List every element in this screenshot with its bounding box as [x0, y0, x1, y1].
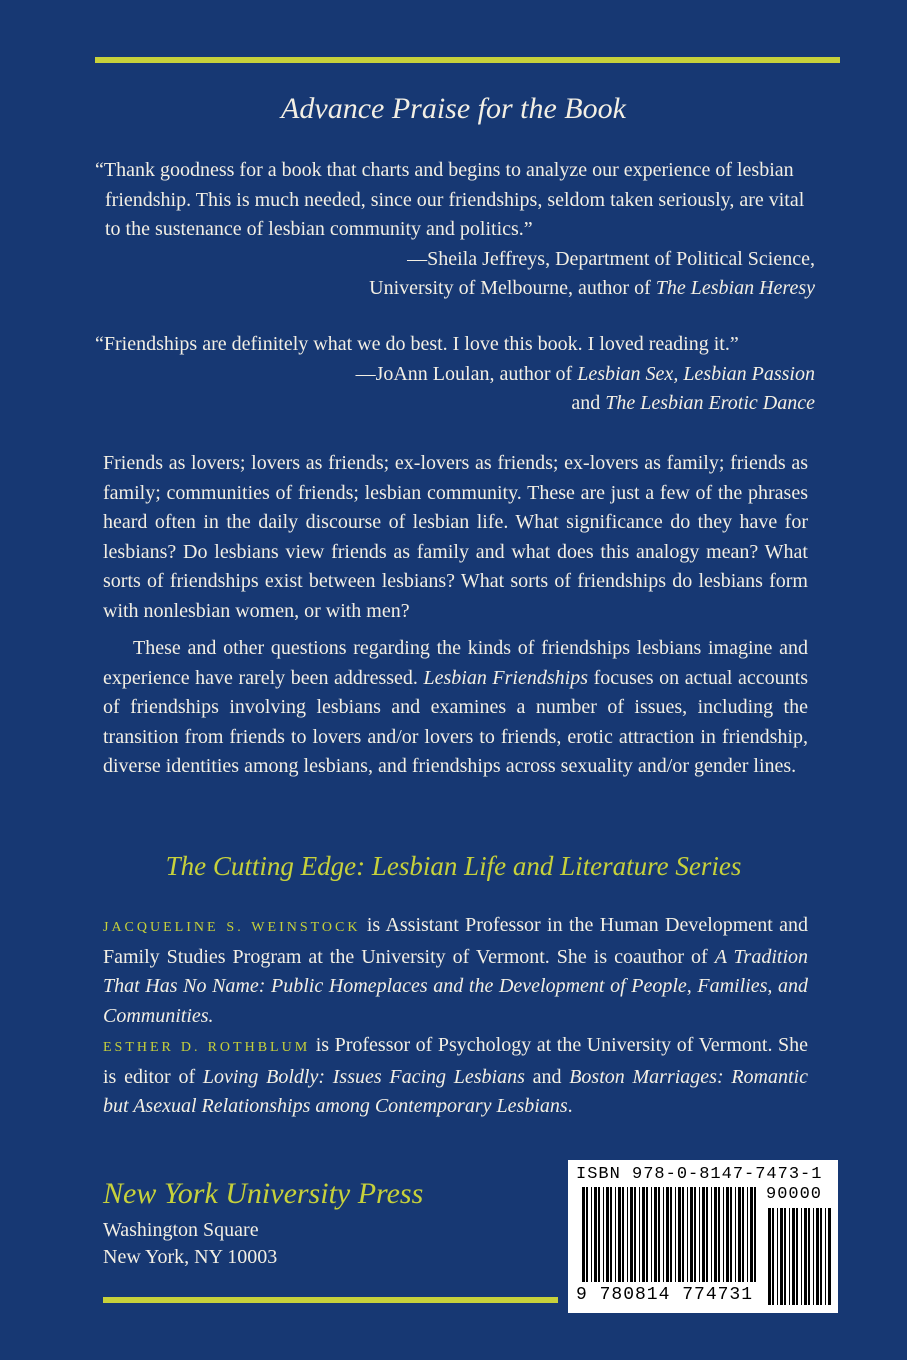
barcode-bar	[591, 1187, 592, 1282]
praise-quote-1	[95, 156, 815, 304]
barcode-bar	[687, 1187, 688, 1282]
book-title: The Lesbian Heresy	[655, 277, 815, 299]
barcode-bar	[726, 1187, 729, 1282]
attribution-text: —JoAnn Loulan, author of	[355, 362, 578, 385]
barcode-bar	[694, 1187, 696, 1282]
barcode-bar	[666, 1187, 669, 1282]
barcode-bar	[651, 1187, 652, 1282]
barcode-bar	[654, 1187, 657, 1282]
barcode-bar	[801, 1208, 802, 1305]
barcode-bar	[622, 1187, 624, 1282]
barcode-bar	[690, 1187, 693, 1282]
barcode-bar	[742, 1187, 744, 1282]
barcode-bar	[598, 1187, 600, 1282]
bio-text: and	[524, 1065, 570, 1088]
barcode-bar	[730, 1187, 732, 1282]
barcode-bar	[754, 1187, 756, 1282]
barcode-bar	[750, 1187, 753, 1282]
description-paragraph: Friends as lovers; lovers as friends; ex-lovers as friends; ex-lovers as family; friends as family; communities of friends; lesbian community. These are just a few of the phrases heard often in the daily discourse of lesbian life. What significance do they have for lesbians? Do lesbians view friends as family and what does this analogy mean? What sorts of friendships exist between lesbians? What sorts of friendships do lesbians form with nonlesbian women, or with men?	[103, 452, 808, 622]
barcode-bar	[820, 1208, 822, 1305]
attribution-line	[95, 389, 815, 419]
barcode-bar	[718, 1187, 720, 1282]
barcode-bar	[610, 1187, 612, 1282]
barcode-bar	[699, 1187, 700, 1282]
book-title: Boston Marriages: Romantic but Asexual Relationships among Contemporary Lesbians	[103, 1065, 808, 1117]
barcode-bar	[772, 1208, 774, 1305]
author-name: ESTHER D. ROTHBLUM	[103, 1040, 311, 1055]
book-description	[103, 449, 808, 782]
bio-text: is Professor of Psychology at the University of Vermont. She is editor of	[103, 1034, 808, 1088]
description-text: These and other questions regarding the kinds of friendships lesbians imagine and experience have rarely been addressed.	[103, 637, 808, 689]
attribution-line: —Sheila Jeffreys, Department of Political Science,	[407, 247, 815, 270]
bio-text: .	[567, 1095, 573, 1117]
praise-heading: Advance Praise for the Book	[281, 92, 626, 125]
publisher-block	[103, 1177, 523, 1271]
barcode-bar	[780, 1208, 783, 1305]
barcode-bar	[582, 1187, 585, 1282]
description-paragraph	[103, 634, 808, 782]
quote-attribution	[95, 360, 815, 419]
quote-text: “Thank goodness for a book that charts and begins to analyze our experience of lesbian friendship. This is much needed, since our friendships, seldom taken seriously, are vital to the sustenance of lesbian community and politics.”	[95, 159, 805, 240]
barcode-bar	[678, 1187, 681, 1282]
barcode-bar	[702, 1187, 705, 1282]
barcode-bar	[675, 1187, 676, 1282]
barcode-bar	[639, 1187, 640, 1282]
author-bio-2	[103, 1031, 808, 1122]
barcode-bar	[618, 1187, 621, 1282]
quote-text: “Friendships are definitely what we do best. I love this book. I loved reading it.”	[95, 333, 739, 355]
barcode-bar	[808, 1208, 810, 1305]
book-title: Loving Boldly: Issues Facing Lesbians	[202, 1065, 525, 1088]
barcode-bar	[828, 1208, 831, 1305]
barcode-bar	[706, 1187, 708, 1282]
book-title: A Tradition That Has No Name: Public Homeplaces and the Development of People, Families, and Communities.	[103, 945, 809, 1027]
praise-quote-2	[95, 330, 815, 419]
barcode-bar	[738, 1187, 741, 1282]
attribution-text: University of Melbourne, author of	[369, 277, 656, 299]
publisher-name: New York University Press	[103, 1177, 424, 1210]
barcode-bar	[714, 1187, 717, 1282]
barcode-bar	[804, 1208, 807, 1305]
barcode-bar	[747, 1187, 748, 1282]
barcode-bar	[784, 1208, 786, 1305]
barcode-bar	[627, 1187, 628, 1282]
price-addon-label: 90000	[766, 1185, 823, 1204]
series-title: The Cutting Edge: Lesbian Life and Literature Series	[165, 851, 742, 881]
barcode-bar	[735, 1187, 736, 1282]
description-text: focuses on actual accounts of friendships involving lesbians and examines a number of issues, including the transition from friends to lovers and/or lovers to friends, erotic attraction in friendship, diverse identities among lesbians, and friendships across sexuality and/or gender lines.	[103, 666, 808, 777]
barcode-bar	[603, 1187, 604, 1282]
barcode-bar	[670, 1187, 672, 1282]
barcode-bar	[816, 1208, 819, 1305]
book-title: Lesbian Friendships	[423, 666, 588, 689]
attribution-line	[95, 274, 815, 304]
barcode-bar	[789, 1208, 790, 1305]
barcode-bar	[586, 1187, 588, 1282]
barcode-bar	[634, 1187, 636, 1282]
attribution-line	[95, 360, 815, 390]
author-name: JACQUELINE S. WEINSTOCK	[103, 920, 361, 935]
barcode-bar	[768, 1208, 771, 1305]
barcode-bar	[642, 1187, 645, 1282]
isbn-label: ISBN 978-0-8147-7473-1	[576, 1165, 823, 1184]
barcode-bar	[606, 1187, 609, 1282]
barcode-bar	[813, 1208, 814, 1305]
book-title: Lesbian Sex, Lesbian Passion	[577, 362, 815, 385]
attribution-text: and	[571, 392, 606, 414]
barcode-bar	[796, 1208, 798, 1305]
barcode-bar	[723, 1187, 724, 1282]
barcode-bar	[630, 1187, 633, 1282]
barcode-bar	[711, 1187, 712, 1282]
barcode-bar	[792, 1208, 795, 1305]
barcode-bar	[825, 1208, 826, 1305]
publisher-address-line: New York, NY 10003	[103, 1246, 278, 1268]
barcode-bar	[658, 1187, 660, 1282]
isbn-barcode	[568, 1160, 838, 1313]
barcode-bar	[646, 1187, 648, 1282]
bio-text: is Assistant Professor in the Human Development and Family Studies Program at the University of Vermont. She is coauthor of	[103, 914, 808, 968]
barcode-bar	[777, 1208, 778, 1305]
book-title: The Lesbian Erotic Dance	[605, 392, 815, 414]
bottom-rule	[103, 1297, 558, 1303]
barcode-bar	[615, 1187, 616, 1282]
ean-number: 9 780814 774731	[576, 1285, 754, 1305]
barcode-bar	[594, 1187, 597, 1282]
barcode-bar	[682, 1187, 684, 1282]
author-bio-1	[103, 911, 808, 1031]
quote-attribution	[95, 245, 815, 304]
top-rule	[95, 57, 840, 63]
publisher-address-line: Washington Square	[103, 1219, 259, 1241]
barcode-bar	[663, 1187, 664, 1282]
